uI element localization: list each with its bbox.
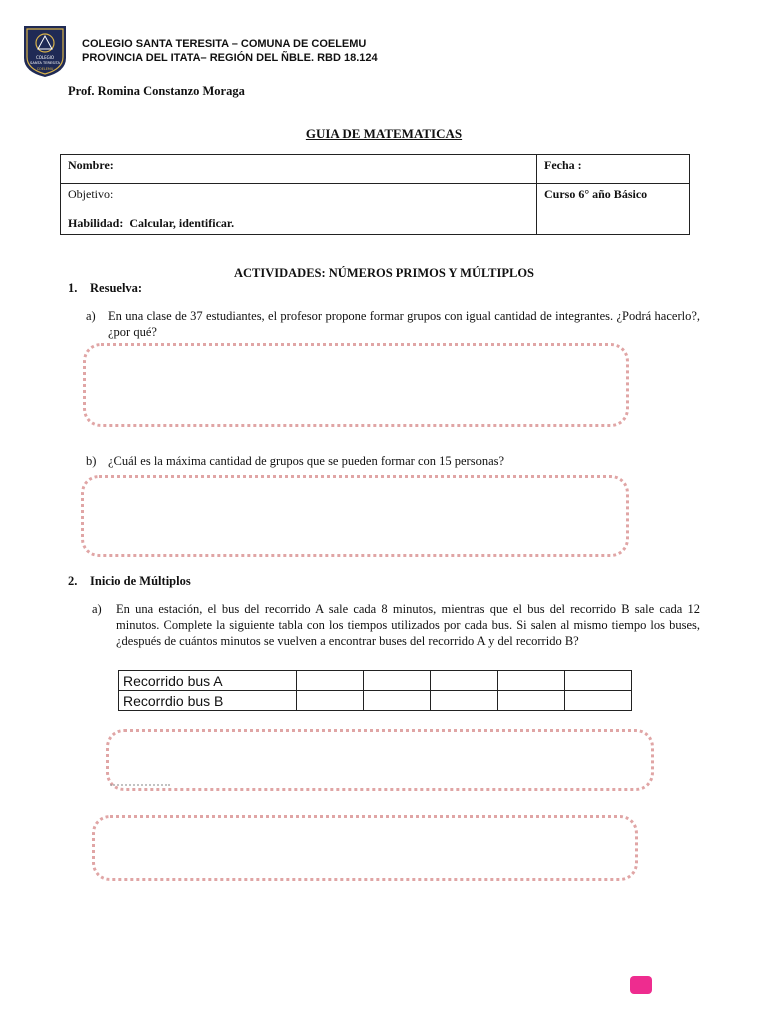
question-2a [92,601,700,649]
date-field[interactable] [537,155,690,184]
school-name-line: COLEGIO SANTA TERESITA – COMUNA DE COELEMU [82,38,367,50]
course-cell [537,184,690,235]
hidden-text-fragment [110,784,170,792]
question-2a-text: En una estación, el bus del recorrido A sale cada 8 minutos, mientras que el bus del recorrido B sale cada 12 minutos. Complete la siguiente tabla con los tiempos utilizados por cada bus. Si salen al mismo tiempo los buses, ¿después de cuántos minutos se vuelven a encontrar buses del recorrido A y del recorrido B? [116,602,700,648]
guide-title-text: GUIA DE MATEMATICAS [305,126,463,141]
answer-box-1b[interactable] [81,475,629,557]
date-label: Fecha : [544,158,582,172]
table-cell[interactable] [297,671,364,691]
table-row [119,671,632,691]
crest-text-bottom: COELEMU [36,67,54,71]
section-2-number: 2. [68,574,78,588]
name-label: Nombre: [68,158,114,172]
question-1b-text: ¿Cuál es la máxima cantidad de grupos que se pueden formar con 15 personas? [108,454,505,468]
answer-box-1a[interactable] [83,343,629,427]
table-row [119,691,632,711]
table-cell[interactable] [565,671,632,691]
table-cell[interactable] [364,691,431,711]
table-cell[interactable] [297,691,364,711]
question-2a-label: a) [92,602,102,616]
table-cell[interactable] [431,691,498,711]
objective-cell [61,184,537,235]
answer-box-2a[interactable] [106,729,654,791]
question-1b [86,453,700,469]
skill-label: Habilidad: [68,216,124,230]
row-label-bus-a: Recorrido bus A [119,671,297,691]
table-cell[interactable] [431,671,498,691]
table-cell[interactable] [364,671,431,691]
activities-title: ACTIVIDADES: NÚMEROS PRIMOS Y MÚLTIPLOS [233,266,535,280]
skill-value: Calcular, identificar. [129,216,235,230]
question-1b-label: b) [86,454,97,468]
crest-text-top: COLEGIO [35,55,55,60]
course-value: Curso 6° año Básico [544,187,648,201]
name-field[interactable] [61,155,537,184]
row-label-bus-b: Recorrdio bus B [119,691,297,711]
crest-text-mid: SANTA TERESITA [30,61,60,65]
section-1-heading [68,281,142,296]
bus-schedule-table [118,670,632,711]
question-1a-text: En una clase de 37 estudiantes, el profesor propone formar grupos con igual cantidad de integrantes. ¿Podrá hacerlo?, ¿por qué? [108,309,700,339]
table-cell[interactable] [498,671,565,691]
answer-box-2b[interactable] [92,815,638,881]
section-1-title: Resuelva: [90,281,143,295]
student-info-table [60,154,690,235]
section-2-title: Inicio de Múltiplos [90,574,191,588]
school-province-line: PROVINCIA DEL ITATA– REGIÓN DEL ÑBLE. RBD 18.124 [82,52,378,64]
question-1a-label: a) [86,309,96,323]
question-1a [86,308,700,340]
page-marker-icon [630,976,652,994]
objective-label: Objetivo: [68,187,114,201]
section-2-heading [68,574,191,589]
school-crest-icon [22,24,68,78]
section-1-number: 1. [68,281,78,295]
guide-title [0,126,768,142]
table-cell[interactable] [498,691,565,711]
teacher-name: Prof. Romina Constanzo Moraga [68,84,245,98]
table-cell[interactable] [565,691,632,711]
